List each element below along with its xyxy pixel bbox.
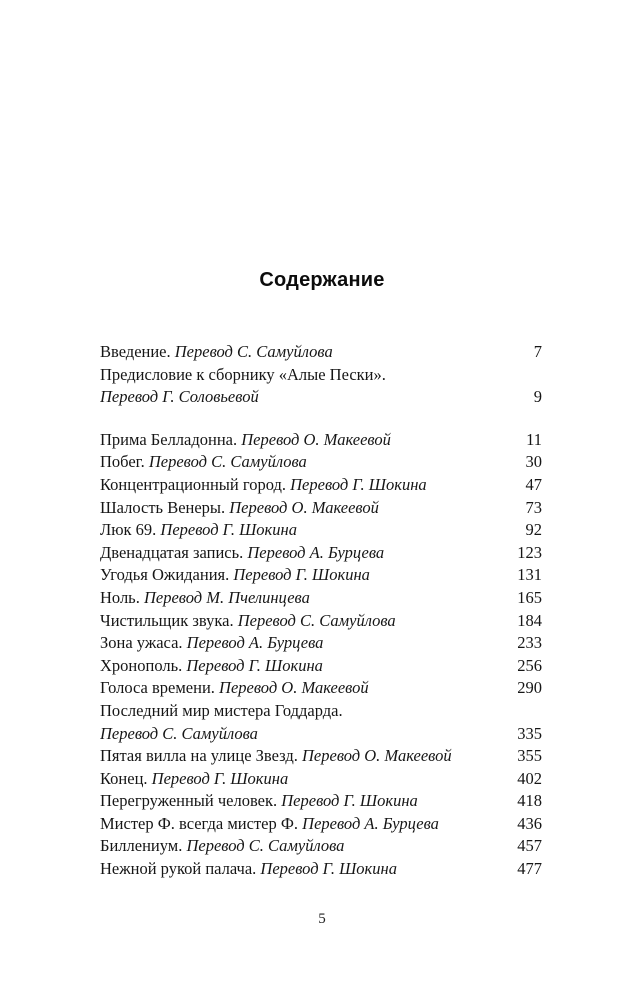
toc-entry bbox=[100, 655, 542, 678]
toc-entry-text bbox=[100, 364, 386, 387]
toc-entry-translator: Перевод С. Самуйлова bbox=[233, 610, 396, 630]
toc-entry-text bbox=[100, 451, 307, 474]
toc-entry-translator: Перевод М. Пчелинцева bbox=[139, 587, 310, 607]
toc-entry-page: 11 bbox=[526, 429, 542, 449]
toc-entry-page: 436 bbox=[517, 813, 542, 833]
toc-entry bbox=[100, 813, 542, 836]
toc-entry-page: 355 bbox=[517, 746, 542, 766]
toc-entry bbox=[100, 700, 542, 723]
toc-entry-title: Перегруженный человек. bbox=[100, 791, 278, 811]
toc-entry-text bbox=[100, 542, 384, 565]
toc-entry-title: Побег. bbox=[100, 452, 145, 472]
toc-entry-translator: Перевод Г. Шокина bbox=[147, 768, 289, 788]
toc-entry-translator: Перевод С. Самуйлова bbox=[100, 723, 258, 743]
toc-entry bbox=[100, 677, 542, 700]
toc-section-gap bbox=[100, 409, 542, 429]
toc-entry-page: 184 bbox=[517, 610, 542, 630]
toc-entry-text bbox=[100, 700, 343, 723]
toc-entry-page: 335 bbox=[517, 723, 542, 743]
toc-entry-title: Введение. bbox=[100, 342, 171, 361]
toc-entry bbox=[100, 474, 542, 497]
toc-entry-page: 73 bbox=[525, 497, 542, 517]
toc-entry bbox=[100, 632, 542, 655]
toc-entry-translator: Перевод А. Бурцева bbox=[182, 633, 324, 653]
toc-entry-title: Шалость Венеры. bbox=[100, 497, 226, 517]
page-number: 5 bbox=[318, 911, 326, 927]
toc-entry-translator: Перевод О. Макеевой bbox=[214, 678, 369, 698]
toc-entry-page: 418 bbox=[517, 791, 542, 811]
toc-entry-translator: Перевод Г. Шокина bbox=[286, 474, 427, 494]
toc-entry-title: Чистильщик звука. bbox=[100, 610, 234, 630]
toc-entry-text bbox=[100, 723, 258, 746]
toc-entry-translator: Перевод О. Макеевой bbox=[237, 429, 391, 449]
toc-entry bbox=[100, 497, 542, 520]
toc-entry bbox=[100, 610, 542, 633]
toc-entry-title: Конец. bbox=[100, 768, 148, 788]
toc-entry-title: Двенадцатая запись. bbox=[100, 542, 244, 562]
toc-entry-translator: Перевод Г. Шокина bbox=[277, 791, 418, 811]
toc-entry-title: Пятая вилла на улице Звезд. bbox=[100, 746, 298, 766]
toc-entry-page: 7 bbox=[533, 342, 542, 361]
toc-entry bbox=[100, 587, 542, 610]
toc-entry-translator: Перевод Г. Шокина bbox=[156, 520, 297, 540]
toc-entry-translator: Перевод А. Бурцева bbox=[298, 813, 439, 833]
page-title: Содержание bbox=[259, 269, 385, 291]
toc-entry-translator: Перевод А. Бурцева bbox=[243, 542, 385, 562]
toc-entry-title: Прима Белладонна. bbox=[100, 429, 238, 449]
toc-entry-page: 477 bbox=[517, 859, 542, 879]
toc-entry-page: 131 bbox=[517, 565, 542, 585]
table-of-contents bbox=[100, 341, 542, 881]
toc-entry bbox=[100, 341, 542, 364]
toc-entry-page: 92 bbox=[525, 520, 542, 540]
toc-entry-page: 30 bbox=[525, 452, 542, 472]
toc-entry-title: Предисловие к сборнику «Алые Пески». bbox=[100, 364, 386, 384]
toc-entry-title: Мистер Ф. всегда мистер Ф. bbox=[100, 813, 299, 833]
toc-entry-text bbox=[100, 610, 396, 633]
toc-entry-page: 256 bbox=[517, 655, 542, 675]
toc-entry-translator: Перевод С. Самуйлова bbox=[144, 452, 307, 472]
toc-entry bbox=[100, 386, 542, 409]
toc-entry-text bbox=[100, 790, 418, 813]
toc-entry-title: Ноль. bbox=[100, 587, 140, 607]
toc-entry-title: Концентрационный город. bbox=[100, 474, 286, 494]
toc-entry-page: 9 bbox=[533, 387, 542, 407]
toc-entry-title: Люк 69. bbox=[100, 520, 157, 540]
toc-entry-text bbox=[100, 519, 297, 542]
toc-entry-title: Угодья Ожидания. bbox=[100, 565, 230, 585]
toc-entry-page: 233 bbox=[517, 633, 542, 653]
toc-entry-text bbox=[100, 386, 259, 409]
toc-entry-text bbox=[100, 835, 344, 858]
toc-entry-page: 457 bbox=[517, 836, 542, 856]
toc-entry-translator: Перевод С. Самуйлова bbox=[170, 342, 333, 361]
toc-entry bbox=[100, 564, 542, 587]
toc-entry-translator: Перевод Г. Шокина bbox=[182, 655, 323, 675]
toc-entry-page: 290 bbox=[517, 678, 542, 698]
toc-entry bbox=[100, 364, 542, 387]
toc-entry-page: 123 bbox=[517, 542, 542, 562]
toc-entry-page: 47 bbox=[525, 474, 542, 494]
toc-entry-text bbox=[100, 429, 391, 452]
toc-entry-text bbox=[100, 474, 427, 497]
toc-entry-translator: Перевод О. Макеевой bbox=[297, 746, 452, 766]
toc-entry bbox=[100, 429, 542, 452]
toc-entry bbox=[100, 790, 542, 813]
toc-entry-title: Последний мир мистера Годдарда. bbox=[100, 700, 343, 720]
toc-entry bbox=[100, 835, 542, 858]
toc-entry-translator: Перевод Г. Шокина bbox=[229, 565, 370, 585]
toc-entry bbox=[100, 723, 542, 746]
toc-entry-translator: Перевод О. Макеевой bbox=[225, 497, 379, 517]
toc-entry-title: Голоса времени. bbox=[100, 678, 215, 698]
toc-entry-text bbox=[100, 632, 323, 655]
toc-entry-title: Биллениум. bbox=[100, 836, 183, 856]
toc-entry-text bbox=[100, 768, 288, 791]
toc-entry bbox=[100, 519, 542, 542]
toc-entry-translator: Перевод Г. Шокина bbox=[256, 859, 397, 879]
toc-entry-text bbox=[100, 858, 397, 881]
toc-entry-title: Хронополь. bbox=[100, 655, 183, 675]
toc-entry-text bbox=[100, 677, 369, 700]
toc-entry-text bbox=[100, 497, 379, 520]
toc-entry-text bbox=[100, 813, 439, 836]
toc-entry bbox=[100, 745, 542, 768]
toc-entry-page: 402 bbox=[517, 768, 542, 788]
toc-entry bbox=[100, 768, 542, 791]
toc-entry-text bbox=[100, 341, 333, 364]
toc-entry-title: Нежной рукой палача. bbox=[100, 859, 257, 879]
toc-entry-translator: Перевод С. Самуйлова bbox=[182, 836, 345, 856]
toc-entry-text bbox=[100, 745, 452, 768]
toc-entry-title: Зона ужаса. bbox=[100, 633, 183, 653]
toc-entry-translator: Перевод Г. Соловьевой bbox=[100, 387, 259, 407]
toc-entry-page: 165 bbox=[517, 587, 542, 607]
toc-entry bbox=[100, 858, 542, 881]
toc-entry bbox=[100, 451, 542, 474]
toc-entry-text bbox=[100, 655, 323, 678]
toc-entry-text bbox=[100, 564, 370, 587]
toc-entry-text bbox=[100, 587, 310, 610]
toc-entry bbox=[100, 542, 542, 565]
